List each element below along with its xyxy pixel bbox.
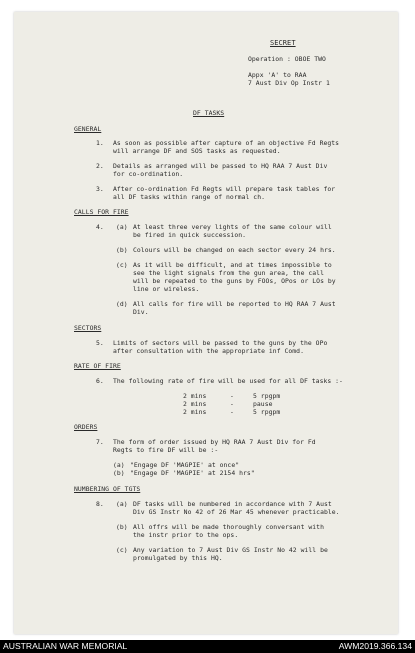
document-page [14, 12, 398, 634]
heading-calls-for-fire: CALLS FOR FIRE [74, 208, 129, 216]
para-text-line: for co-ordination. [113, 170, 184, 178]
para-text-line: Details as arranged will be passed to HQ RAA 7 Aust Div [113, 162, 328, 170]
rate-value: 5 rpgpm [253, 392, 281, 400]
para-text-line: after consultation with the appropriate inf Comd. [113, 347, 304, 355]
classification-label: SECRET [270, 39, 296, 47]
sub-letter: (b) [116, 523, 128, 531]
para-text-line: All calls for fire will be reported to HQ RAA 7 Aust [133, 300, 336, 308]
sub-letter: (c) [116, 261, 128, 269]
heading-general: GENERAL [74, 125, 102, 133]
rate-separator: - [230, 408, 234, 416]
sub-letter: (a) [116, 223, 128, 231]
para-number: 7. [96, 438, 104, 446]
para-text-line: All offrs will be made thoroughly conversant with [133, 523, 324, 531]
rate-separator: - [230, 392, 234, 400]
para-text-line: At least three verey lights of the same colour will [133, 223, 332, 231]
sub-letter: (b) [113, 469, 125, 477]
para-text-line: Colours will be changed on each sector every 24 hrs. [133, 246, 336, 254]
para-text-line: After co-ordination Fd Regts will prepare task tables for [113, 185, 336, 193]
para-text-line: The form of order issued by HQ RAA 7 Aust Div for Fd [113, 438, 316, 446]
sub-letter: (a) [113, 461, 125, 469]
para-number: 3. [96, 185, 104, 193]
sub-letter: (c) [116, 546, 128, 554]
heading-rate-of-fire: RATE OF FIRE [74, 362, 121, 370]
para-text-line: will arrange DF and SOS tasks as requested. [113, 147, 281, 155]
order-example: "Engage DF 'MAGPIE' at 2154 hrs" [130, 469, 255, 477]
footer-accession-number: AWM2019.366.134 [338, 641, 412, 651]
para-text-line: will be repeated to the guns by FOOs, OPos or LOs by [133, 277, 336, 285]
footer-institution: AUSTRALIAN WAR MEMORIAL [3, 641, 128, 651]
para-number: 2. [96, 162, 104, 170]
rate-time: 2 mins [183, 408, 207, 416]
para-text-line: Div GS Instr No 42 of 26 Mar 45 whenever practicable. [133, 508, 340, 516]
rate-value: 5 rpgpm [253, 408, 281, 416]
sub-letter: (d) [116, 300, 128, 308]
para-number: 4. [96, 223, 104, 231]
para-text-line: As it will be difficult, and at times impossible to [133, 261, 332, 269]
para-text-line: see the light signals from the gun area, the call [133, 269, 324, 277]
rate-time: 2 mins [183, 400, 207, 408]
appendix-line-1: Appx 'A' to RAA [248, 71, 307, 79]
heading-numbering-of-tgts: NUMBERING OF TGTS [74, 485, 141, 493]
sub-letter: (b) [116, 246, 128, 254]
para-text-line: line or wireless. [133, 285, 200, 293]
rate-value: pause [253, 400, 273, 408]
document-title: DF TASKS [193, 109, 225, 117]
heading-orders: ORDERS [74, 423, 98, 431]
footer-bar [0, 640, 415, 653]
para-text-line: promulgated by this HQ. [133, 554, 223, 562]
para-text-line: The following rate of fire will be used for all DF tasks :- [113, 377, 343, 385]
rate-separator: - [230, 400, 234, 408]
para-text-line: DF tasks will be numbered in accordance with 7 Aust [133, 500, 332, 508]
operation-label: Operation : OBOE TWO [248, 55, 326, 63]
para-text-line: Any variation to 7 Aust Div GS Instr No 42 will be [133, 546, 328, 554]
para-text-line: be fired in quick succession. [133, 231, 247, 239]
para-text-line: the instr prior to the ops. [133, 531, 239, 539]
heading-sectors: SECTORS [74, 324, 102, 332]
para-number: 5. [96, 339, 104, 347]
para-number: 8. [96, 500, 104, 508]
sub-letter: (a) [116, 500, 128, 508]
para-text-line: Regts to fire DF will be :- [113, 446, 219, 454]
para-text-line: all DF tasks within range of normal ch. [113, 193, 266, 201]
para-number: 6. [96, 377, 104, 385]
rate-time: 2 mins [183, 392, 207, 400]
para-text-line: As soon as possible after capture of an objective Fd Regts [113, 139, 340, 147]
para-number: 1. [96, 139, 104, 147]
appendix-line-2: 7 Aust Div Op Instr 1 [248, 79, 330, 87]
para-text-line: Div. [133, 308, 149, 316]
order-example: "Engage DF 'MAGPIE' at once" [130, 461, 240, 469]
para-text-line: Limits of sectors will be passed to the guns by the OPo [113, 339, 328, 347]
